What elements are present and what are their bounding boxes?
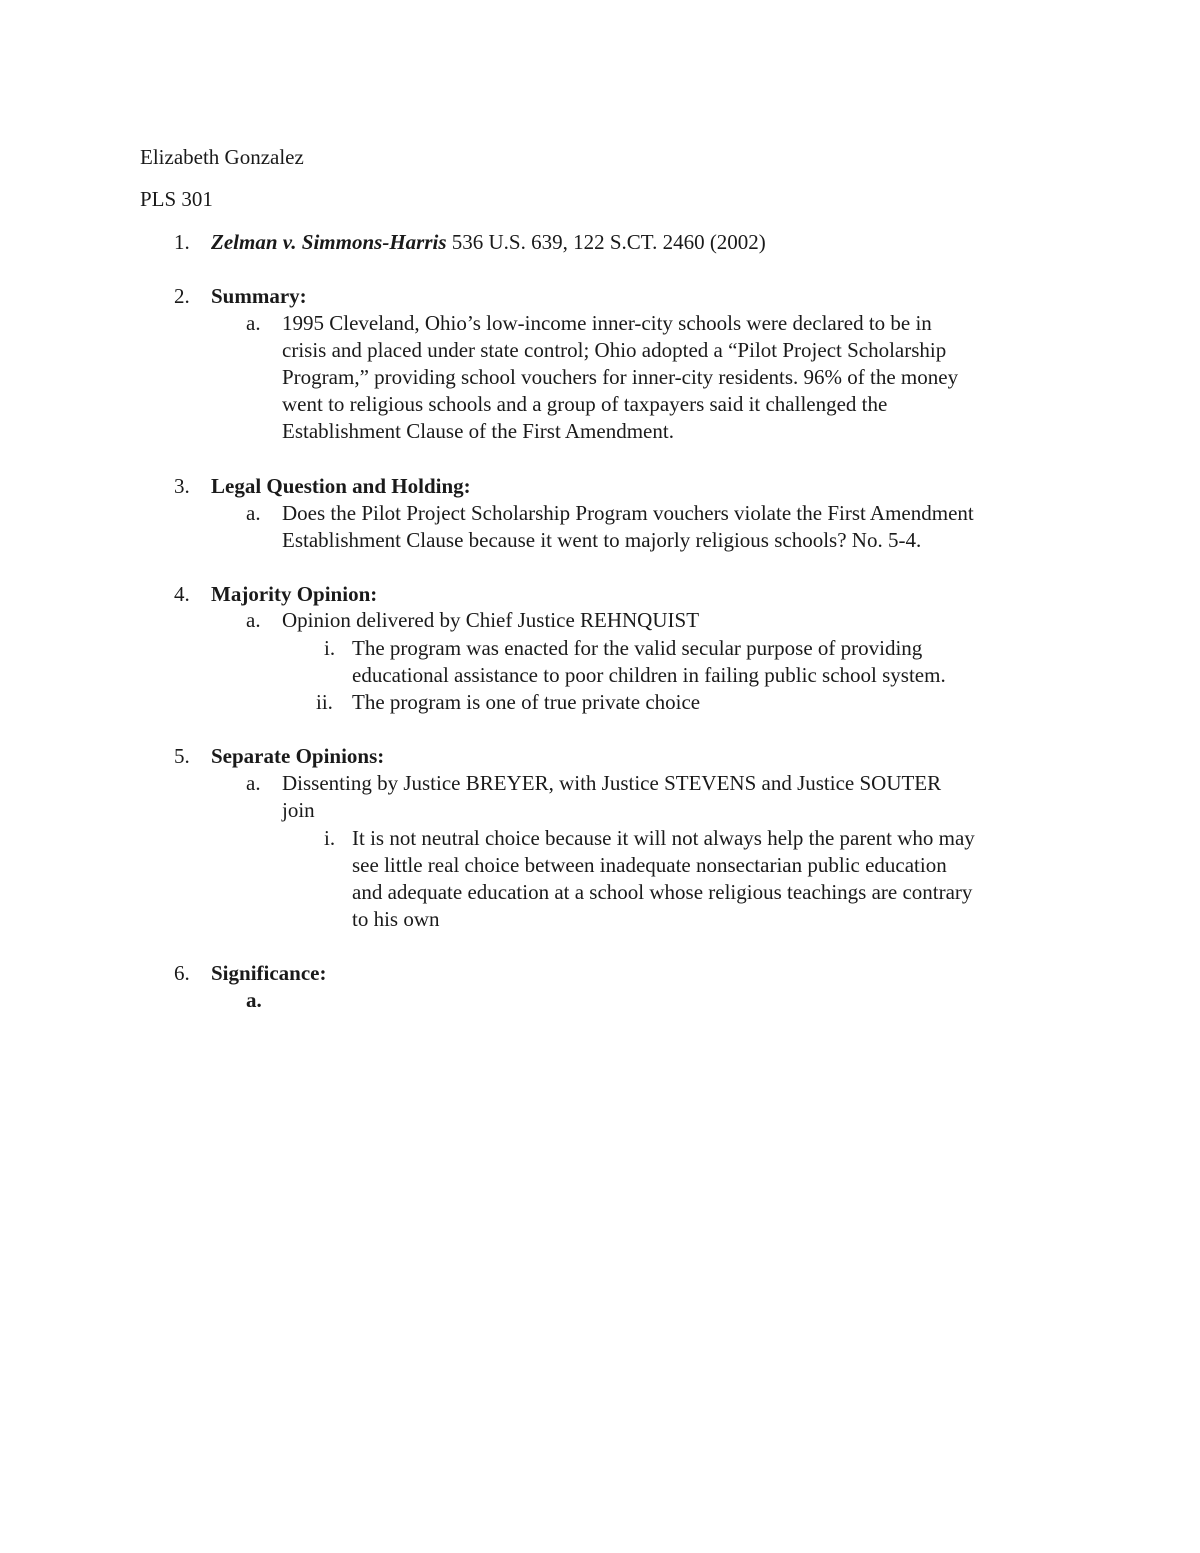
summary-line: Establishment Clause of the First Amendment. bbox=[282, 419, 674, 443]
item-number: 3. bbox=[174, 474, 190, 498]
point-marker: i. bbox=[324, 636, 336, 660]
point-marker: ii. bbox=[316, 690, 333, 714]
dissent-point-line: It is not neutral choice because it will not always help the parent who may bbox=[352, 826, 975, 850]
dissent-point-line: see little real choice between inadequate nonsectarian public education bbox=[352, 853, 947, 877]
summary-line: Program,” providing school vouchers for inner-city residents. 96% of the money bbox=[282, 365, 959, 389]
section-heading-majority-opinion: Majority Opinion: bbox=[211, 582, 378, 606]
item-number: 6. bbox=[174, 961, 190, 985]
case-name: Zelman v. Simmons-Harris bbox=[211, 230, 447, 254]
sub-marker: a. bbox=[246, 988, 262, 1012]
section-heading-summary: Summary: bbox=[211, 284, 307, 308]
item-number: 4. bbox=[174, 582, 190, 606]
dissent-point-line: and adequate education at a school whose religious teachings are contrary bbox=[352, 880, 973, 904]
summary-line: crisis and placed under state control; Ohio adopted a “Pilot Project Scholarship bbox=[282, 338, 947, 362]
point-marker: i. bbox=[324, 826, 336, 850]
majority-point-line: The program is one of true private choice bbox=[352, 690, 701, 714]
dissent-point-line: to his own bbox=[352, 907, 440, 931]
item-number: 5. bbox=[174, 744, 190, 768]
summary-line: 1995 Cleveland, Ohio’s low-income inner-city schools were declared to be in bbox=[282, 311, 932, 335]
majority-opinion-line: Opinion delivered by Chief Justice REHNQUIST bbox=[282, 608, 700, 632]
section-heading-significance: Significance: bbox=[211, 961, 327, 985]
majority-point-line: educational assistance to poor children in failing public school system. bbox=[352, 663, 946, 687]
course-code: PLS 301 bbox=[140, 187, 213, 211]
section-heading-separate-opinions: Separate Opinions: bbox=[211, 744, 385, 768]
legal-question-line: Does the Pilot Project Scholarship Program vouchers violate the First Amendment bbox=[282, 501, 974, 525]
legal-question-line: Establishment Clause because it went to majorly religious schools? No. 5-4. bbox=[282, 528, 922, 552]
item-number: 2. bbox=[174, 284, 190, 308]
separate-opinion-line: join bbox=[282, 798, 315, 822]
separate-opinion-line: Dissenting by Justice BREYER, with Justice STEVENS and Justice SOUTER bbox=[282, 771, 942, 795]
section-heading-legal-question: Legal Question and Holding: bbox=[211, 474, 471, 498]
sub-marker: a. bbox=[246, 311, 261, 335]
item-number: 1. bbox=[174, 230, 190, 254]
summary-line: went to religious schools and a group of taxpayers said it challenged the bbox=[282, 392, 888, 416]
sub-marker: a. bbox=[246, 501, 261, 525]
author-name: Elizabeth Gonzalez bbox=[140, 145, 304, 169]
case-citation: 536 U.S. 639, 122 S.CT. 2460 (2002) bbox=[446, 230, 766, 254]
sub-marker: a. bbox=[246, 608, 261, 632]
sub-marker: a. bbox=[246, 771, 261, 795]
case-title bbox=[211, 229, 766, 256]
majority-point-line: The program was enacted for the valid secular purpose of providing bbox=[352, 636, 923, 660]
